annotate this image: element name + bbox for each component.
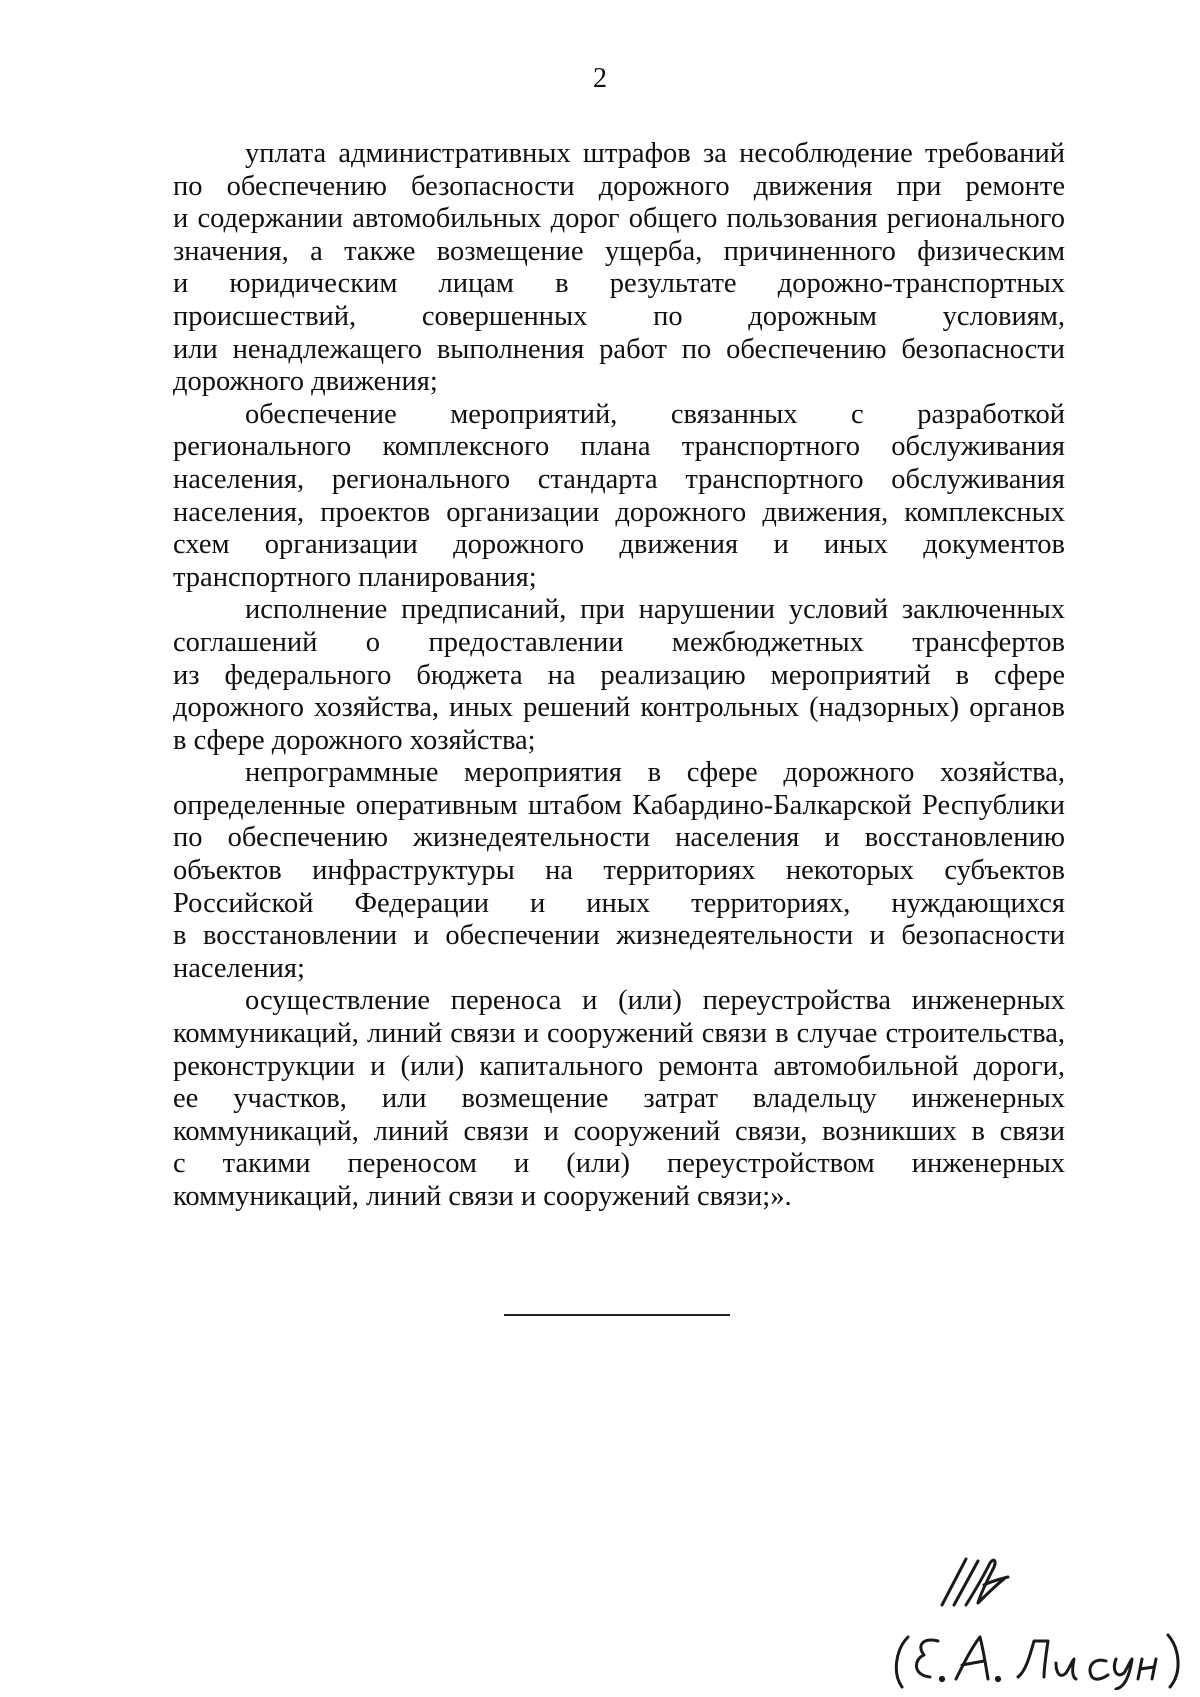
text-line: исполнение предписаний, при нарушении условий заключенных bbox=[245, 594, 1065, 626]
text-line: населения; bbox=[173, 952, 305, 984]
paragraph bbox=[173, 985, 1065, 1213]
text-line: дорожного движения; bbox=[173, 366, 438, 398]
text-line: и содержании автомобильных дорог общего пользования регионального bbox=[173, 203, 1065, 235]
text-line: Российской Федерации и иных территориях, нуждающихся bbox=[173, 887, 1065, 919]
text-line: схем организации дорожного движения и иных документов bbox=[173, 529, 1065, 561]
body-text bbox=[173, 138, 1065, 1214]
text-line: уплата административных штрафов за несоблюдение требований bbox=[245, 138, 1065, 169]
text-line: осуществление переноса и (или) переустройства инженерных bbox=[245, 985, 1065, 1017]
text-line: соглашений о предоставлении межбюджетных трансфертов bbox=[173, 626, 1065, 658]
text-line: дорожного хозяйства, иных решений контрольных (надзорных) органов bbox=[173, 692, 1065, 724]
end-rule bbox=[504, 1314, 730, 1316]
text-line: реконструкции и (или) капитального ремонта автомобильной дороги, bbox=[173, 1050, 1065, 1082]
text-line: в восстановлении и обеспечении жизнедеятельности и безопасности bbox=[173, 920, 1065, 952]
paragraph bbox=[173, 399, 1065, 595]
text-line: регионального комплексного плана транспортного обслуживания bbox=[173, 431, 1065, 463]
handwritten-signature bbox=[880, 1555, 1190, 1690]
text-line: непрограммные мероприятия в сфере дорожного хозяйства, bbox=[245, 757, 1065, 789]
text-line: транспортного планирования; bbox=[173, 561, 537, 593]
paragraph bbox=[173, 138, 1065, 399]
text-line: населения, проектов организации дорожного движения, комплексных bbox=[173, 496, 1065, 528]
text-line: с такими переносом и (или) переустройством инженерных bbox=[173, 1148, 1065, 1180]
text-line: по обеспечению жизнедеятельности населения и восстановлению bbox=[173, 822, 1065, 854]
text-line: коммуникаций, линий связи и сооружений связи;». bbox=[173, 1181, 792, 1212]
text-line: значения, а также возмещение ущерба, причиненного физическим bbox=[173, 235, 1065, 267]
text-line: коммуникаций, линий связи и сооружений связи в случае строительства, bbox=[173, 1018, 1065, 1050]
text-line: населения, регионального стандарта транспортного обслуживания bbox=[173, 463, 1065, 495]
text-line: и юридическим лицам в результате дорожно-транспортных bbox=[173, 268, 1065, 300]
page-number: 2 bbox=[593, 63, 607, 94]
paragraph bbox=[173, 757, 1065, 985]
text-line: объектов инфраструктуры на территориях некоторых субъектов bbox=[173, 855, 1065, 887]
text-line: из федерального бюджета на реализацию мероприятий в сфере bbox=[173, 659, 1065, 691]
text-line: в сфере дорожного хозяйства; bbox=[173, 724, 536, 756]
paragraph bbox=[173, 594, 1065, 757]
text-line: определенные оперативным штабом Кабардино-Балкарской Республики bbox=[173, 789, 1065, 821]
text-line: происшествий, совершенных по дорожным условиям, bbox=[173, 300, 1065, 332]
text-line: по обеспечению безопасности дорожного движения при ремонте bbox=[173, 170, 1065, 202]
text-line: ее участков, или возмещение затрат владельцу инженерных bbox=[173, 1083, 1065, 1115]
text-line: обеспечение мероприятий, связанных с разработкой bbox=[245, 398, 1065, 430]
text-line: коммуникаций, линий связи и сооружений связи, возникших в связи bbox=[173, 1115, 1065, 1147]
text-line: или ненадлежащего выполнения работ по обеспечению безопасности bbox=[173, 333, 1065, 365]
